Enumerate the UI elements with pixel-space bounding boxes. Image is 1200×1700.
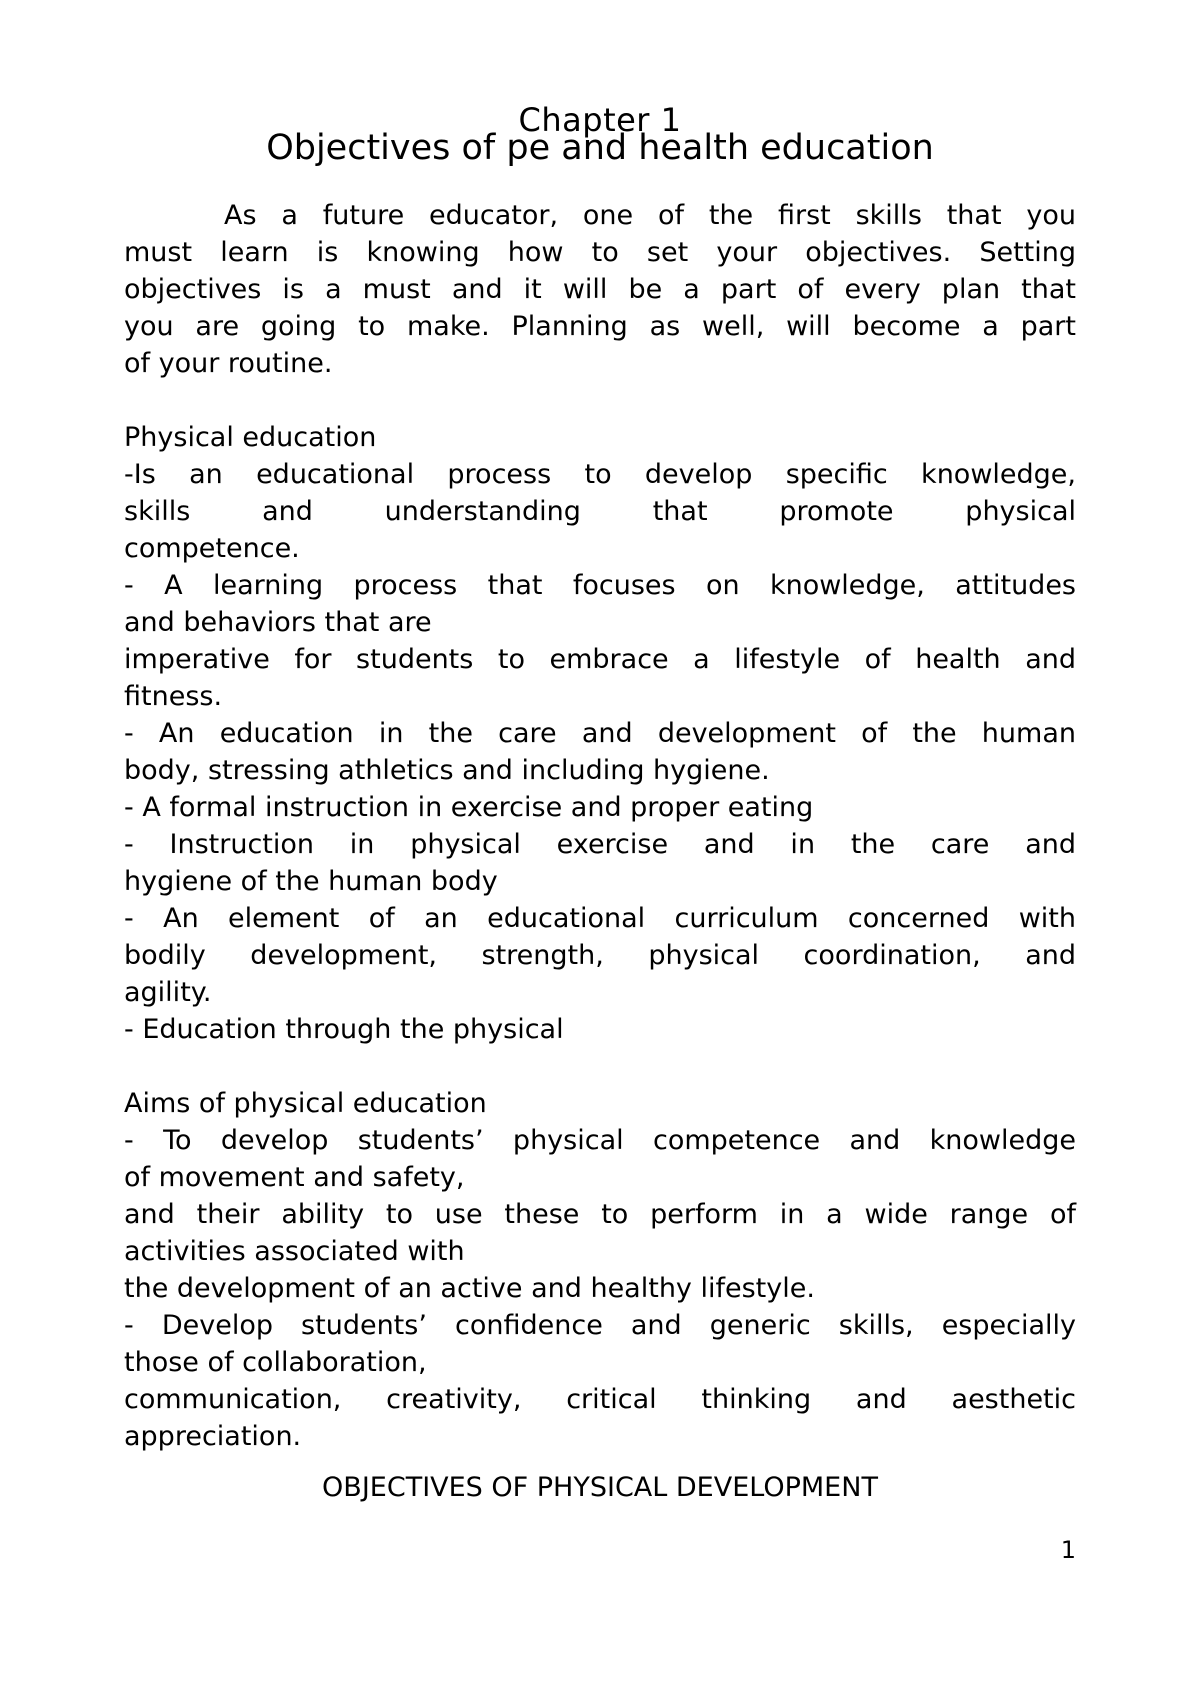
document-title: Objectives of pe and health education — [266, 128, 934, 168]
aims-line: - To develop students’ physical competence and knowledge — [124, 1125, 1076, 1156]
pe-line: imperative for students to embrace a lifestyle of health and — [124, 644, 1076, 675]
pe-line: competence. — [124, 533, 300, 564]
aims-line: and their ability to use these to perform in a wide range of — [124, 1199, 1076, 1230]
intro-line: As a future educator, one of the first skills that you — [224, 200, 1076, 231]
pe-line: body, stressing athletics and including hygiene. — [124, 755, 770, 786]
pe-line: agility. — [124, 977, 212, 1008]
pe-line: fitness. — [124, 681, 223, 712]
pe-line: - Instruction in physical exercise and in the care and — [124, 829, 1076, 860]
pe-line: -Is an educational process to develop specific knowledge, — [124, 459, 1076, 490]
pe-line: skills and understanding that promote physical — [124, 496, 1076, 527]
pe-line: hygiene of the human body — [124, 866, 498, 897]
aims-line: of movement and safety, — [124, 1162, 465, 1193]
pe-line: - An element of an educational curriculum concerned with — [124, 903, 1076, 934]
aims-line: those of collaboration, — [124, 1347, 427, 1378]
chapter-label: Chapter 1 — [518, 101, 682, 139]
pe-line: bodily development, strength, physical coordination, and — [124, 940, 1076, 971]
spacer — [124, 1048, 1076, 1085]
aims-line: communication, creativity, critical thinking and aesthetic — [124, 1384, 1076, 1415]
objectives-heading: OBJECTIVES OF PHYSICAL DEVELOPMENT — [322, 1472, 878, 1503]
pe-line: - A learning process that focuses on knowledge, attitudes — [124, 570, 1076, 601]
page-number: 1 — [1060, 1536, 1076, 1564]
intro-line: must learn is knowing how to set your objectives. Setting — [124, 237, 1076, 268]
document-body — [124, 197, 1076, 1506]
section-heading-physical-education: Physical education — [124, 422, 377, 453]
intro-line: you are going to make. Planning as well, will become a part — [124, 311, 1076, 342]
pe-line: and behaviors that are — [124, 607, 432, 638]
aims-line: - Develop students’ confidence and generic skills, especially — [124, 1310, 1076, 1341]
aims-line: activities associated with — [124, 1236, 465, 1267]
aims-line: appreciation. — [124, 1421, 302, 1452]
aims-line: the development of an active and healthy lifestyle. — [124, 1273, 815, 1304]
section-heading-aims: Aims of physical education — [124, 1088, 487, 1119]
intro-line: objectives is a must and it will be a part of every plan that — [124, 274, 1076, 305]
pe-line: - An education in the care and development of the human — [124, 718, 1076, 749]
spacer — [124, 382, 1076, 419]
intro-line: of your routine. — [124, 348, 333, 379]
pe-line: - Education through the physical — [124, 1014, 564, 1045]
pe-line: - A formal instruction in exercise and proper eating — [124, 792, 814, 823]
spacer — [124, 1455, 1076, 1469]
